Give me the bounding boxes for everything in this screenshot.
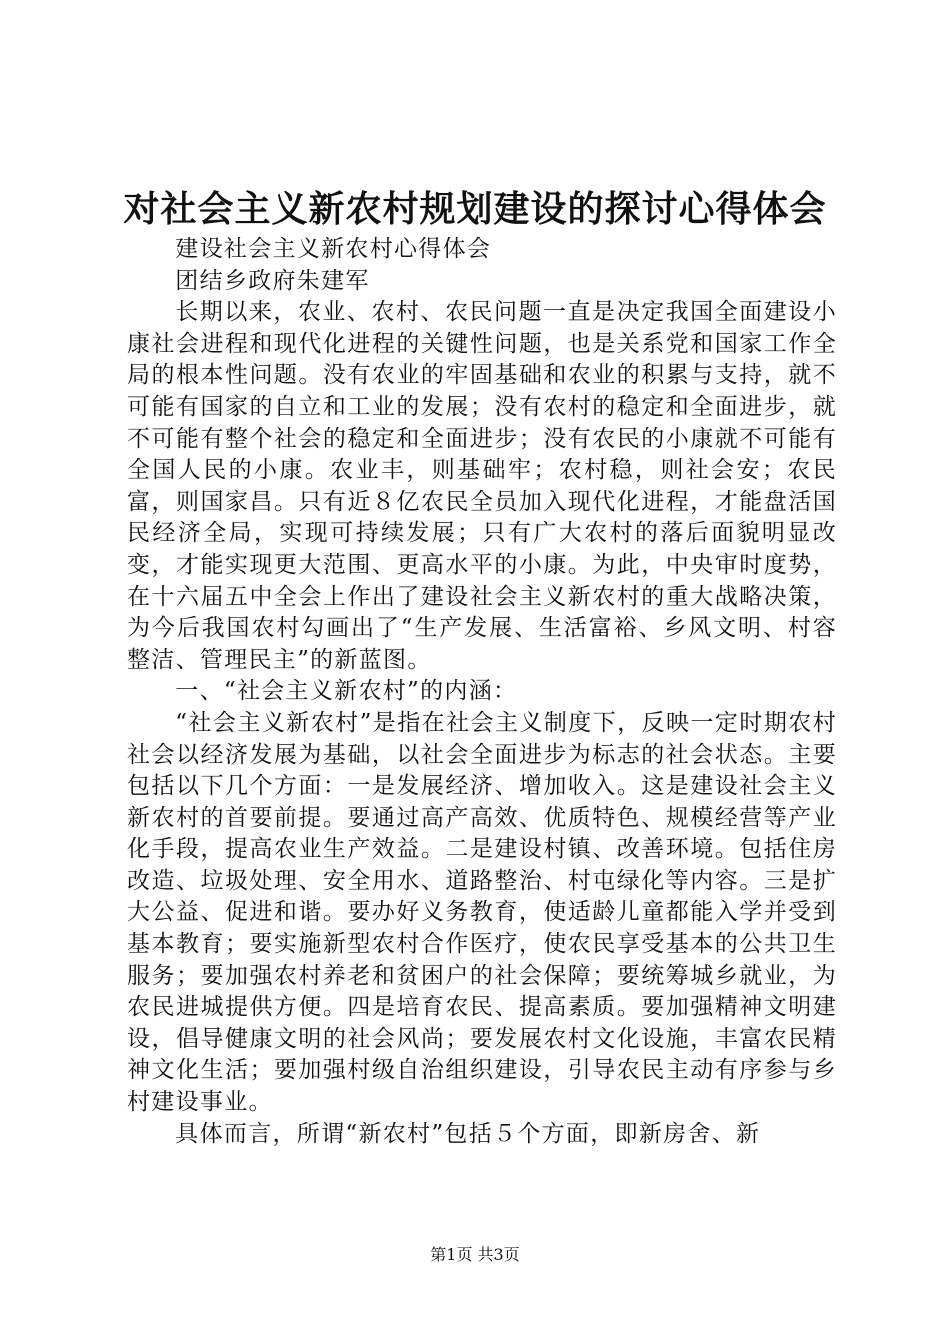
detail-paragraph: 具体而言，所谓“新农村”包括５个方面，即新房舍、新 xyxy=(175,1120,761,1147)
author-paragraph: 团结乡政府朱建军 xyxy=(175,267,370,294)
document-title: 对社会主义新农村规划建设的探讨心得体会 xyxy=(123,188,827,230)
definition-paragraph: “社会主义新农村”是指在社会主义制度下，反映一定时期农村社会以经济发展为基础，以社会全面进步为标志的社会状态。主要包括以下几个方面：一是发展经济、增加收入。这是建设社会主义新农村的首要前提。要通过高产高效、优质特色、规模经营等产业化手段，提高农业生产效益。二是建设村镇、改善环境。包括住房改造、垃圾处理、安全用水、道路整治、村屯绿化等内容。三是扩大公益、促进和谐。要办好义务教育，使适龄儿童都能入学并受到基本教育；要实施新型农村合作医疗，使农民享受基本的公共卫生服务；要加强农村养老和贫困户的社会保障；要统筹城乡就业，为农民进城提供方便。四是培育农民、提高素质。要加强精神文明建设，倡导健康文明的社会风尚；要发展农村文化设施，丰富农民精神文化生活；要加强村级自治组织建设，引导农民主动有序参与乡村建设事业。 xyxy=(127,709,837,1116)
intro-paragraph: 长期以来，农业、农村、农民问题一直是决定我国全面建设小康社会进程和现代化进程的关键性问题，也是关系党和国家工作全局的根本性问题。没有农业的牢固基础和农业的积累与支持，就不可能有国家的自立和工业的发展；没有农村的稳定和全面进步，就不可能有整个社会的稳定和全面进步；没有农民的小康就不可能有全国人民的小康。农业丰，则基础牢；农村稳，则社会安；农民富，则国家昌。只有近８亿农民全员加入现代化进程，才能盘活国民经济全局，实现可持续发展；只有广大农村的落后面貌明显改变，才能实现更大范围、更高水平的小康。为此，中央审时度势，在十六届五中全会上作出了建设社会主义新农村的重大战略决策，为今后我国农村勾画出了“生产发展、生活富裕、乡风文明、村容整洁、管理民主”的新蓝图。 xyxy=(127,299,837,673)
section-heading: 一、“社会主义新农村”的内涵： xyxy=(175,678,518,705)
subtitle-paragraph: 建设社会主义新农村心得体会 xyxy=(175,236,492,262)
page-number-footer: 第1页 共3页 xyxy=(430,1245,520,1264)
document-body xyxy=(127,234,837,1150)
